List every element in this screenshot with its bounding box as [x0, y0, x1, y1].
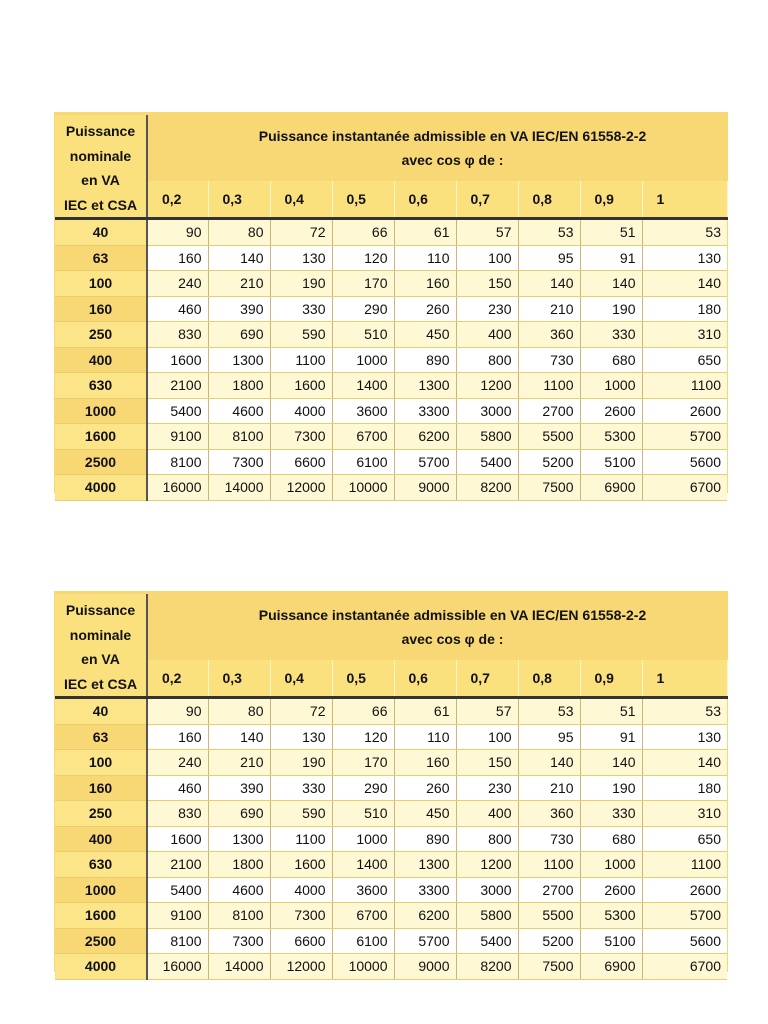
- header-title-line2: avec cos φ de :: [401, 631, 504, 648]
- rated-power-label: 40: [55, 219, 147, 246]
- table-cell: 690: [208, 322, 270, 348]
- table-cell: 8100: [147, 928, 208, 954]
- table-cell: 5200: [518, 928, 580, 954]
- table-row: [55, 750, 727, 776]
- table-cell: 210: [208, 271, 270, 297]
- table-cell: 1100: [518, 852, 580, 878]
- table-cell: 3000: [456, 398, 518, 424]
- table-cell: 1100: [518, 373, 580, 399]
- table-cell: 130: [642, 245, 727, 271]
- table-cell: 5500: [518, 903, 580, 929]
- table-cell: 6200: [394, 903, 456, 929]
- table-cell: 7300: [270, 903, 332, 929]
- table-cell: 61: [394, 698, 456, 725]
- table-cell: 140: [580, 750, 642, 776]
- table-cell: 12000: [270, 954, 332, 980]
- cos-header: 0,8: [518, 181, 580, 218]
- table-cell: 180: [642, 296, 727, 322]
- table-row: [55, 424, 727, 450]
- table-cell: 210: [518, 775, 580, 801]
- rated-power-label: 400: [55, 347, 147, 373]
- table-cell: 6700: [642, 475, 727, 501]
- table-cell: 510: [332, 322, 394, 348]
- table-cell: 8100: [147, 449, 208, 475]
- table-cell: 2700: [518, 877, 580, 903]
- table-cell: 9000: [394, 475, 456, 501]
- table-cell: 90: [147, 219, 208, 246]
- table-cell: 140: [642, 271, 727, 297]
- table-cell: 2700: [518, 398, 580, 424]
- table-cell: 72: [270, 698, 332, 725]
- table-cell: 7500: [518, 954, 580, 980]
- table-cell: 3300: [394, 398, 456, 424]
- table-cell: 5700: [394, 449, 456, 475]
- table-cell: 290: [332, 775, 394, 801]
- rated-power-label: 4000: [55, 954, 147, 980]
- corner-label-line: en VA: [81, 172, 120, 188]
- cos-header: 1: [642, 660, 727, 697]
- table-cell: 1100: [270, 826, 332, 852]
- table-row: [55, 322, 727, 348]
- table-cell: 1300: [394, 373, 456, 399]
- table-cell: 3300: [394, 877, 456, 903]
- table-cell: 310: [642, 801, 727, 827]
- table-cell: 590: [270, 322, 332, 348]
- table-cell: 1800: [208, 852, 270, 878]
- table-cell: 210: [518, 296, 580, 322]
- table-cell: 5700: [642, 424, 727, 450]
- table-cell: 190: [580, 296, 642, 322]
- table-cell: 1100: [642, 373, 727, 399]
- table-cell: 5500: [518, 424, 580, 450]
- table-row: [55, 373, 727, 399]
- table-cell: 57: [456, 219, 518, 246]
- table-cell: 5600: [642, 928, 727, 954]
- table-cell: 800: [456, 347, 518, 373]
- table-cell: 7300: [208, 449, 270, 475]
- table-cell: 290: [332, 296, 394, 322]
- table-cell: 330: [580, 322, 642, 348]
- corner-label-line: IEC et CSA: [63, 675, 138, 692]
- table-cell: 240: [147, 271, 208, 297]
- table-cell: 190: [270, 750, 332, 776]
- table-cell: 650: [642, 826, 727, 852]
- table-cell: 680: [580, 347, 642, 373]
- table-cell: 160: [147, 724, 208, 750]
- table-cell: 66: [332, 698, 394, 725]
- rated-power-label: 160: [55, 775, 147, 801]
- table-cell: 10000: [332, 954, 394, 980]
- rated-power-label: 160: [55, 296, 147, 322]
- table-cell: 1400: [332, 373, 394, 399]
- table-row: [55, 398, 727, 424]
- table-cell: 6100: [332, 449, 394, 475]
- corner-label-line: Puissance: [65, 602, 136, 618]
- table-cell: 5100: [580, 928, 642, 954]
- table-cell: 2100: [147, 373, 208, 399]
- table-cell: 3600: [332, 398, 394, 424]
- table-cell: 1300: [394, 852, 456, 878]
- table-row: [55, 219, 727, 246]
- corner-label-line: Puissance: [65, 123, 136, 139]
- table-cell: 1600: [270, 373, 332, 399]
- table-cell: 5200: [518, 449, 580, 475]
- table-cell: 150: [456, 750, 518, 776]
- table-row: [55, 449, 727, 475]
- table-cell: 890: [394, 826, 456, 852]
- table-cell: 6700: [642, 954, 727, 980]
- rated-power-label: 250: [55, 322, 147, 348]
- table-cell: 5700: [394, 928, 456, 954]
- table-cell: 1000: [332, 826, 394, 852]
- table-cell: 140: [642, 750, 727, 776]
- table-cell: 230: [456, 296, 518, 322]
- table-cell: 1300: [208, 826, 270, 852]
- header-title-line1: Puissance instantanée admissible en VA IEC/EN 61558-2-2: [258, 606, 647, 623]
- table-cell: 190: [580, 775, 642, 801]
- table-row: [55, 775, 727, 801]
- table-cell: 6900: [580, 475, 642, 501]
- table-cell: 9100: [147, 424, 208, 450]
- table-cell: 2600: [642, 877, 727, 903]
- table-cell: 160: [147, 245, 208, 271]
- cos-header: 0,7: [456, 181, 518, 218]
- table-cell: 5400: [456, 449, 518, 475]
- rated-power-label: 2500: [55, 449, 147, 475]
- cos-header: 0,7: [456, 660, 518, 697]
- cos-header: 0,4: [270, 181, 332, 218]
- rated-power-label: 63: [55, 724, 147, 750]
- table-cell: 310: [642, 322, 727, 348]
- table-cell: 2100: [147, 852, 208, 878]
- power-table-2: [55, 594, 728, 980]
- cos-header: 0,5: [332, 181, 394, 218]
- table-cell: 100: [456, 245, 518, 271]
- table-cell: 6700: [332, 903, 394, 929]
- table-cell: 510: [332, 801, 394, 827]
- cos-header: 0,4: [270, 660, 332, 697]
- table-cell: 160: [394, 271, 456, 297]
- table-cell: 1600: [147, 826, 208, 852]
- table-cell: 5800: [456, 424, 518, 450]
- table-cell: 100: [456, 724, 518, 750]
- table-cell: 91: [580, 724, 642, 750]
- table-cell: 240: [147, 750, 208, 776]
- table-cell: 4600: [208, 398, 270, 424]
- table-row: [55, 698, 727, 725]
- table-cell: 800: [456, 826, 518, 852]
- table-cell: 5700: [642, 903, 727, 929]
- cos-header: 0,3: [208, 181, 270, 218]
- table-cell: 6900: [580, 954, 642, 980]
- header-title: [147, 115, 727, 181]
- cos-header: 0,9: [580, 181, 642, 218]
- rated-power-label: 630: [55, 373, 147, 399]
- table-cell: 650: [642, 347, 727, 373]
- rated-power-label: 1600: [55, 424, 147, 450]
- table-cell: 390: [208, 296, 270, 322]
- table-cell: 80: [208, 219, 270, 246]
- table-cell: 180: [642, 775, 727, 801]
- corner-label-line: nominale: [69, 626, 132, 643]
- table-cell: 1200: [456, 852, 518, 878]
- table-cell: 2600: [580, 877, 642, 903]
- table-cell: 130: [270, 724, 332, 750]
- rated-power-label: 100: [55, 750, 147, 776]
- rated-power-label: 250: [55, 801, 147, 827]
- table-row: [55, 928, 727, 954]
- table-cell: 53: [642, 219, 727, 246]
- table-cell: 120: [332, 724, 394, 750]
- table-cell: 1000: [580, 373, 642, 399]
- table-cell: 460: [147, 775, 208, 801]
- table-cell: 160: [394, 750, 456, 776]
- table-cell: 260: [394, 296, 456, 322]
- table-cell: 7300: [270, 424, 332, 450]
- rated-power-label: 4000: [55, 475, 147, 501]
- table-cell: 730: [518, 826, 580, 852]
- table-cell: 8200: [456, 954, 518, 980]
- cos-header: 0,5: [332, 660, 394, 697]
- table-cell: 5400: [147, 398, 208, 424]
- rated-power-label: 1600: [55, 903, 147, 929]
- table-cell: 140: [208, 724, 270, 750]
- corner-label-line: IEC et CSA: [63, 196, 138, 213]
- cos-header: 0,6: [394, 181, 456, 218]
- table-cell: 890: [394, 347, 456, 373]
- table-cell: 5300: [580, 903, 642, 929]
- table-cell: 2600: [580, 398, 642, 424]
- header-title-line1: Puissance instantanée admissible en VA IEC/EN 61558-2-2: [258, 127, 647, 144]
- table-cell: 6200: [394, 424, 456, 450]
- table-row: [55, 271, 727, 297]
- table-cell: 360: [518, 801, 580, 827]
- table-cell: 690: [208, 801, 270, 827]
- header-title: [147, 594, 727, 660]
- table-cell: 1000: [332, 347, 394, 373]
- table-cell: 140: [580, 271, 642, 297]
- table-cell: 53: [642, 698, 727, 725]
- table-cell: 6600: [270, 449, 332, 475]
- table-cell: 3600: [332, 877, 394, 903]
- table-cell: 6100: [332, 928, 394, 954]
- table-cell: 120: [332, 245, 394, 271]
- rated-power-label: 2500: [55, 928, 147, 954]
- table-cell: 460: [147, 296, 208, 322]
- table-cell: 830: [147, 801, 208, 827]
- table-cell: 53: [518, 698, 580, 725]
- table-cell: 330: [270, 775, 332, 801]
- table-cell: 8100: [208, 424, 270, 450]
- table-cell: 1400: [332, 852, 394, 878]
- table-cell: 330: [270, 296, 332, 322]
- table-row: [55, 475, 727, 501]
- corner-label-line: nominale: [69, 147, 132, 164]
- table-cell: 590: [270, 801, 332, 827]
- table-cell: 1600: [147, 347, 208, 373]
- rated-power-label: 63: [55, 245, 147, 271]
- rated-power-label: 1000: [55, 877, 147, 903]
- table-cell: 6700: [332, 424, 394, 450]
- table-row: [55, 801, 727, 827]
- table-cell: 1800: [208, 373, 270, 399]
- cos-header: 0,2: [147, 181, 208, 218]
- table-cell: 14000: [208, 954, 270, 980]
- corner-label-line: en VA: [81, 651, 120, 667]
- table-cell: 130: [642, 724, 727, 750]
- table-cell: 360: [518, 322, 580, 348]
- rated-power-label: 1000: [55, 398, 147, 424]
- rated-power-label: 630: [55, 852, 147, 878]
- table-cell: 5600: [642, 449, 727, 475]
- table-cell: 7300: [208, 928, 270, 954]
- power-table-panel-1: [54, 112, 728, 493]
- table-cell: 130: [270, 245, 332, 271]
- cos-header: 0,8: [518, 660, 580, 697]
- table-cell: 9000: [394, 954, 456, 980]
- corner-label: [55, 594, 147, 698]
- table-cell: 95: [518, 245, 580, 271]
- power-table-1: [55, 115, 728, 501]
- table-row: [55, 245, 727, 271]
- table-cell: 53: [518, 219, 580, 246]
- table-row: [55, 852, 727, 878]
- cos-header: 0,3: [208, 660, 270, 697]
- table-cell: 51: [580, 698, 642, 725]
- table-cell: 14000: [208, 475, 270, 501]
- table-cell: 8100: [208, 903, 270, 929]
- table-cell: 57: [456, 698, 518, 725]
- table-cell: 170: [332, 750, 394, 776]
- table-cell: 51: [580, 219, 642, 246]
- table-cell: 140: [518, 750, 580, 776]
- table-cell: 140: [208, 245, 270, 271]
- table-cell: 4000: [270, 398, 332, 424]
- table-cell: 4000: [270, 877, 332, 903]
- table-cell: 1600: [270, 852, 332, 878]
- table-cell: 66: [332, 219, 394, 246]
- table-cell: 450: [394, 322, 456, 348]
- table-row: [55, 903, 727, 929]
- table-cell: 150: [456, 271, 518, 297]
- table-row: [55, 826, 727, 852]
- table-cell: 3000: [456, 877, 518, 903]
- table-cell: 110: [394, 724, 456, 750]
- table-cell: 10000: [332, 475, 394, 501]
- table-cell: 5100: [580, 449, 642, 475]
- table-cell: 110: [394, 245, 456, 271]
- cos-header: 1: [642, 181, 727, 218]
- header-title-line2: avec cos φ de :: [401, 152, 504, 169]
- table-cell: 330: [580, 801, 642, 827]
- rated-power-label: 400: [55, 826, 147, 852]
- table-cell: 730: [518, 347, 580, 373]
- table-cell: 16000: [147, 954, 208, 980]
- table-cell: 680: [580, 826, 642, 852]
- table-cell: 16000: [147, 475, 208, 501]
- power-table-panel-2: [54, 591, 728, 972]
- table-cell: 1000: [580, 852, 642, 878]
- table-cell: 1100: [270, 347, 332, 373]
- table-cell: 4600: [208, 877, 270, 903]
- table-cell: 400: [456, 801, 518, 827]
- table-row: [55, 724, 727, 750]
- cos-header: 0,6: [394, 660, 456, 697]
- table-cell: 61: [394, 219, 456, 246]
- table-cell: 230: [456, 775, 518, 801]
- table-cell: 12000: [270, 475, 332, 501]
- table-cell: 450: [394, 801, 456, 827]
- corner-label: [55, 115, 147, 219]
- table-cell: 5400: [147, 877, 208, 903]
- rated-power-label: 100: [55, 271, 147, 297]
- table-cell: 390: [208, 775, 270, 801]
- table-cell: 1200: [456, 373, 518, 399]
- table-row: [55, 296, 727, 322]
- table-row: [55, 954, 727, 980]
- table-cell: 9100: [147, 903, 208, 929]
- table-cell: 2600: [642, 398, 727, 424]
- table-row: [55, 877, 727, 903]
- table-cell: 1300: [208, 347, 270, 373]
- table-cell: 140: [518, 271, 580, 297]
- table-cell: 95: [518, 724, 580, 750]
- cos-header: 0,9: [580, 660, 642, 697]
- table-cell: 5400: [456, 928, 518, 954]
- table-cell: 8200: [456, 475, 518, 501]
- table-cell: 190: [270, 271, 332, 297]
- table-cell: 7500: [518, 475, 580, 501]
- table-cell: 1100: [642, 852, 727, 878]
- table-row: [55, 347, 727, 373]
- table-cell: 91: [580, 245, 642, 271]
- table-cell: 90: [147, 698, 208, 725]
- table-cell: 6600: [270, 928, 332, 954]
- table-cell: 830: [147, 322, 208, 348]
- cos-header: 0,2: [147, 660, 208, 697]
- table-cell: 80: [208, 698, 270, 725]
- table-cell: 72: [270, 219, 332, 246]
- rated-power-label: 40: [55, 698, 147, 725]
- table-cell: 170: [332, 271, 394, 297]
- table-cell: 210: [208, 750, 270, 776]
- table-cell: 400: [456, 322, 518, 348]
- table-cell: 260: [394, 775, 456, 801]
- table-cell: 5300: [580, 424, 642, 450]
- table-cell: 5800: [456, 903, 518, 929]
